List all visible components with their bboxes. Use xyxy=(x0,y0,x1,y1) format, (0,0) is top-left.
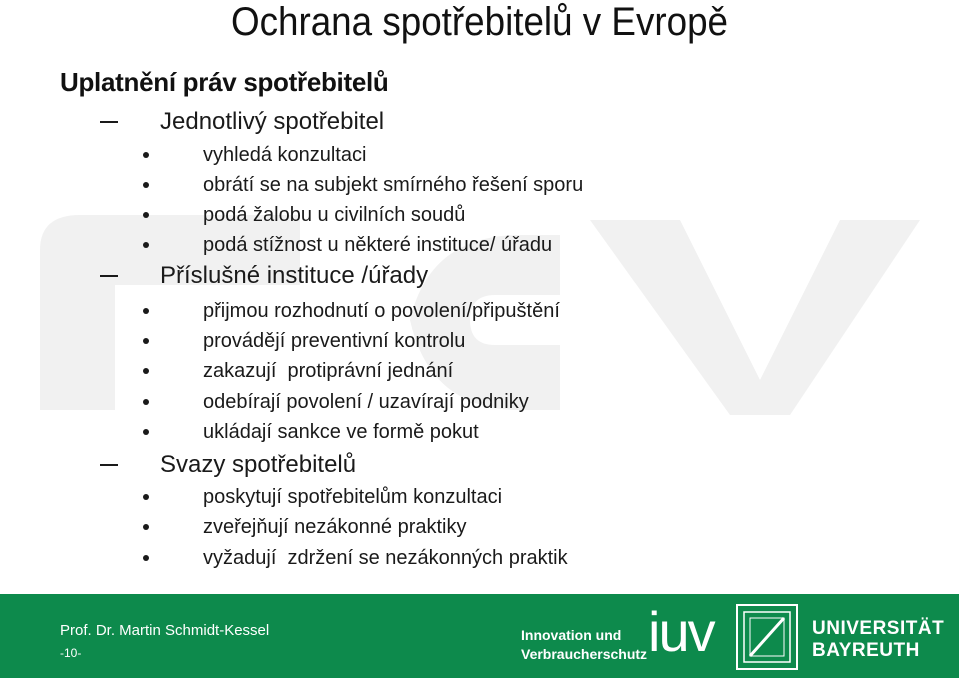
section-heading-institutions xyxy=(0,261,959,291)
list-item-text: poskytují spotřebitelům konzultaci xyxy=(203,486,503,508)
list-item-text: vyhledá konzultaci xyxy=(203,144,367,166)
bullet-icon xyxy=(143,494,149,500)
list-item-text: odebírají povolení / uzavírají podniky xyxy=(203,391,529,413)
bullet-icon xyxy=(143,555,149,561)
institute-line-2: Verbraucherschutz xyxy=(521,646,648,662)
list-item xyxy=(0,297,959,325)
section-heading-individual xyxy=(0,107,959,137)
list-item-text: přijmou rozhodnutí o povolení/připuštění xyxy=(203,300,560,322)
list-item-text: provádějí preventivní kontrolu xyxy=(203,330,466,352)
bullet-icon xyxy=(143,399,149,405)
list-item-text: podá stížnost u některé instituce/ úřadu xyxy=(203,234,553,256)
list-item xyxy=(0,483,959,511)
bullet-icon xyxy=(143,152,149,158)
page-subtitle: Uplatnění práv spotřebitelů xyxy=(60,67,389,97)
bullet-icon xyxy=(143,212,149,218)
section-heading-associations xyxy=(0,450,959,480)
list-item xyxy=(0,544,959,572)
list-item-text: ukládají sankce ve formě pokut xyxy=(203,421,479,443)
list-item-text: obrátí se na subjekt smírného řešení sporu xyxy=(203,174,584,196)
dash-icon xyxy=(100,121,118,123)
bullet-icon xyxy=(143,182,149,188)
list-item xyxy=(0,513,959,541)
list-item xyxy=(0,357,959,385)
university-name xyxy=(812,618,944,662)
bullet-icon xyxy=(143,338,149,344)
list-item xyxy=(0,231,959,259)
university-line-1: UNIVERSITÄT xyxy=(812,618,945,639)
university-logo-icon xyxy=(736,604,798,670)
footer-bar xyxy=(0,594,959,678)
list-item-text: podá žalobu u civilních soudů xyxy=(203,204,466,226)
bullet-icon xyxy=(143,429,149,435)
list-item xyxy=(0,141,959,169)
footer-author: Prof. Dr. Martin Schmidt-Kessel xyxy=(60,622,270,639)
list-item-text: vyžadují zdržení se nezákonných praktik xyxy=(203,547,568,569)
list-item xyxy=(0,418,959,446)
bullet-icon xyxy=(143,524,149,530)
section-heading-text: Příslušné instituce /úřady xyxy=(160,262,429,289)
dash-icon xyxy=(100,464,118,466)
list-item xyxy=(0,201,959,229)
list-item xyxy=(0,388,959,416)
page-number: -10- xyxy=(60,646,82,660)
bullet-icon xyxy=(143,308,149,314)
institute-line-1: Innovation und xyxy=(521,627,622,643)
list-item xyxy=(0,171,959,199)
list-item-text: zveřejňují nezákonné praktiky xyxy=(203,516,467,538)
page-title: Ochrana spotřebitelů v Evropě xyxy=(230,0,729,44)
section-heading-text: Jednotlivý spotřebitel xyxy=(160,108,385,135)
list-item xyxy=(0,327,959,355)
dash-icon xyxy=(100,275,118,277)
institute-name xyxy=(521,626,647,664)
bullet-icon xyxy=(143,368,149,374)
university-line-2: BAYREUTH xyxy=(812,640,920,661)
iuv-logo: iuv xyxy=(648,600,714,663)
bullet-icon xyxy=(143,242,149,248)
section-heading-text: Svazy spotřebitelů xyxy=(160,451,357,478)
list-item-text: zakazují protiprávní jednání xyxy=(203,360,454,382)
